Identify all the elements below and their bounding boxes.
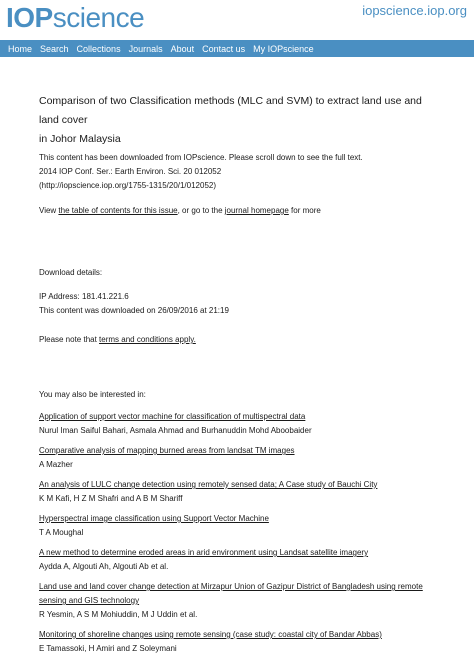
related-article	[39, 444, 439, 472]
related-article-title[interactable]: Monitoring of shoreline changes using remote sensing (case study: coastal city of Bandar Abbas)	[39, 630, 382, 639]
related-article-authors: R Yesmin, A S M Mohiuddin, M J Uddin et al.	[39, 610, 198, 619]
downloaded-on: This content was downloaded on 26/09/2016 at 21:19	[39, 306, 229, 315]
related-article-title[interactable]: Hyperspectral image classification using Support Vector Machine	[39, 514, 269, 523]
view-line	[39, 204, 439, 218]
related-article-title[interactable]: Land use and land cover change detection at Mirzapur Union of Gazipur District of Bangladesh using remote sensing and GIS technology	[39, 582, 423, 605]
nav-bar	[0, 40, 474, 57]
site-header	[0, 0, 474, 40]
related-article-authors: Nurul Iman Saiful Bahari, Asmala Ahmad and Burhanuddin Mohd Aboobaider	[39, 426, 312, 435]
related-article	[39, 478, 439, 506]
nav-my-iopscience[interactable]: My IOPscience	[253, 43, 314, 54]
logo-iop-text: IOP	[6, 2, 53, 33]
related-article-title[interactable]: A new method to determine eroded areas in arid environment using Landsat satellite imagery	[39, 548, 369, 557]
related-article-authors: A Mazher	[39, 460, 73, 469]
nav-journals[interactable]: Journals	[128, 43, 163, 54]
related-article	[39, 628, 439, 656]
related-article-title[interactable]: An analysis of LULC change detection using remotely sensed data; A Case study of Bauchi City	[39, 480, 378, 489]
related-article-authors: Aydda A, Algouti Ah, Algouti Ab et al.	[39, 562, 169, 571]
related-article-authors: E Tamassoki, H Amiri and Z Soleymani	[39, 644, 177, 653]
nav-search[interactable]: Search	[40, 43, 69, 54]
ip-address: IP Address: 181.41.221.6	[39, 292, 129, 301]
view-suffix: for more	[288, 206, 321, 215]
nav-collections[interactable]: Collections	[76, 43, 121, 54]
article-title	[39, 92, 439, 149]
ip-block	[39, 290, 439, 318]
terms-link[interactable]: terms and conditions apply.	[99, 335, 196, 344]
toc-link[interactable]: the table of contents for this issue	[58, 206, 178, 215]
related-article	[39, 546, 439, 574]
terms-line	[39, 333, 439, 347]
related-article-title[interactable]: Comparative analysis of mapping burned areas from landsat TM images	[39, 446, 295, 455]
related-article	[39, 580, 439, 622]
view-prefix: View	[39, 206, 59, 215]
related-article-authors: T A Moughal	[39, 528, 84, 537]
related-article	[39, 512, 439, 540]
view-middle: , or go to the	[177, 206, 225, 215]
related-article-title[interactable]: Application of support vector machine for classification of multispectral data	[39, 412, 306, 421]
download-details-label: Download details:	[39, 268, 103, 277]
related-articles-list	[39, 410, 439, 662]
related-article-authors: K M Kafi, H Z M Shafri and A B M Shariff	[39, 494, 183, 503]
iopscience-logo[interactable]	[6, 2, 144, 34]
nav-about[interactable]: About	[170, 43, 195, 54]
nav-contact-us[interactable]: Contact us	[202, 43, 246, 54]
download-notice: This content has been downloaded from IOPscience. Please scroll down to see the full text.	[39, 153, 363, 162]
site-url-link[interactable]: iopscience.iop.org	[362, 3, 467, 18]
also-interested-label: You may also be interested in:	[39, 390, 146, 399]
related-article	[39, 410, 439, 438]
citation: 2014 IOP Conf. Ser.: Earth Environ. Sci. 20 012052	[39, 167, 222, 176]
journal-homepage-link[interactable]: journal homepage	[224, 206, 289, 215]
logo-science-text: science	[52, 2, 145, 33]
nav-home[interactable]: Home	[8, 43, 33, 54]
article-title-line-1: Comparison of two Classification methods (MLC and SVM) to extract land use and land cover	[39, 95, 422, 126]
doi-link[interactable]: (http://iopscience.iop.org/1755-1315/20/1/012052)	[39, 181, 217, 190]
terms-prefix: Please note that	[39, 335, 100, 344]
article-title-line-2: in Johor Malaysia	[39, 133, 121, 145]
download-info-block	[39, 151, 439, 193]
